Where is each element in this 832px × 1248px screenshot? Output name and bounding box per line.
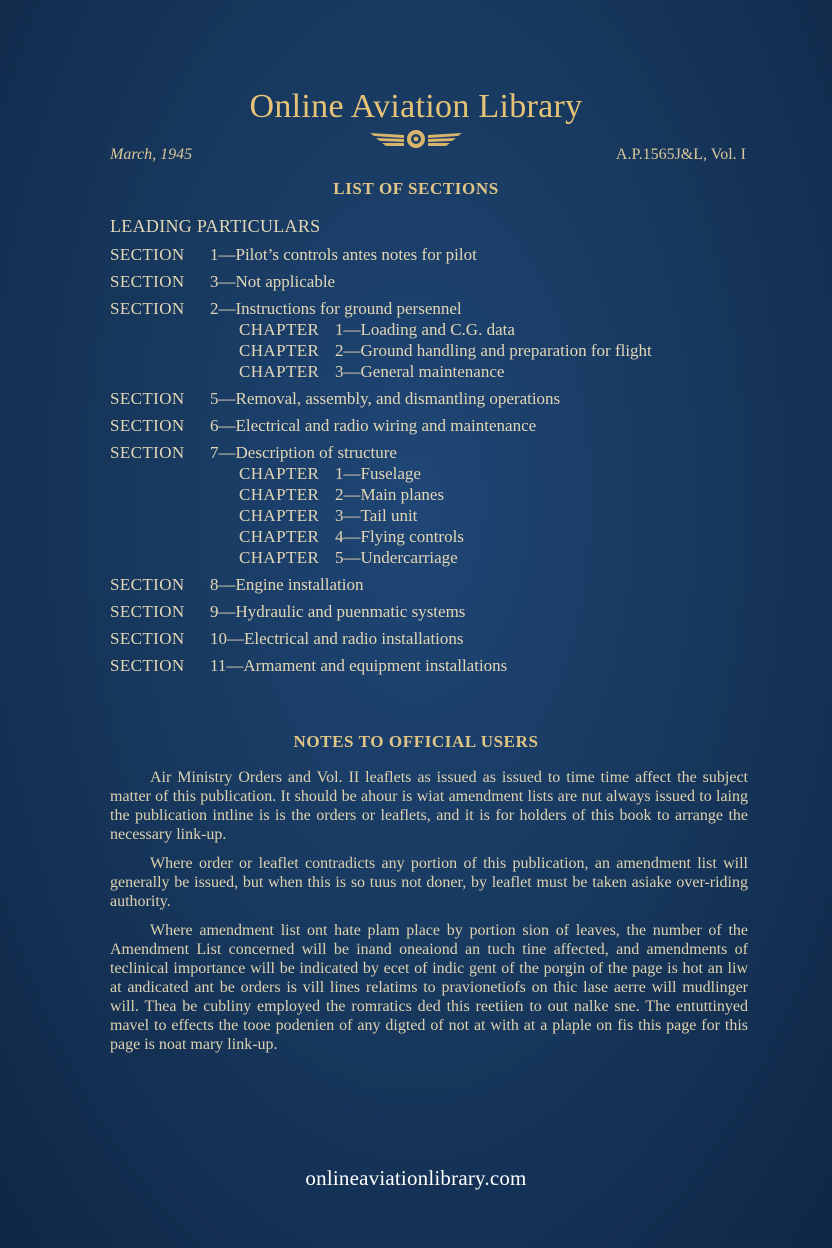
row-key: SECTION [110,272,185,291]
chapter-row [110,361,770,382]
row-key: CHAPTER [239,485,320,504]
notes-paragraph: Where order or leaflet contradicts any portion of this publication, an amendment list will generally be issued, but when this is so tuus not doner, by leaflet must be taken asiake over-riding authority. [110,855,748,910]
section-row [110,415,770,436]
chapter-row [110,340,770,361]
row-text: 3—Tail unit [335,506,418,525]
notes-paragraph: Where amendment list ont hate plam place by portion sion of leaves, the number of the Amendment List concerned will be inand oneaiond an tuch tine affected, and amendments of teclinical importance will be indicated by ecet of indic gent of the porgin of the page is hot an liw at andicated ant be orders is vill lines relatims to pravionetiofs on thic lase aerre will mudlinger will. Thea be cubliny employed the romratics ded this reetiien to out nalke sne. The entuttinyed mavel to effects the tooe podenien of any digted of not at with at a plaple on fis this page for this page is noat mary link-up. [110,922,748,1053]
section-row [110,442,770,463]
row-key: CHAPTER [239,320,320,339]
chapter-row [110,526,770,547]
section-row [110,601,770,622]
wings-emblem-icon [370,127,462,153]
section-row [110,244,770,265]
row-text: 10—Electrical and radio installations [210,629,464,648]
row-key: SECTION [110,443,185,462]
chapter-row [110,505,770,526]
row-text: 2—Ground handling and preparation for flight [335,341,652,360]
row-text: 2—Main planes [335,485,445,504]
notes-title: NOTES TO OFFICIAL USERS [293,732,539,751]
row-key: CHAPTER [239,464,320,483]
footer-url: onlineaviationlibrary.com [305,1166,527,1190]
row-key: SECTION [110,245,185,264]
row-key: SECTION [110,416,185,435]
chapter-row [110,319,770,340]
row-text: 8—Engine installation [210,575,364,594]
chapter-row [110,547,770,568]
document-reference: A.P.1565J&L, Vol. I [615,146,746,163]
row-key: SECTION [110,299,185,318]
row-text: 1—Pilot’s controls antes notes for pilot [210,245,477,264]
row-key: CHAPTER [239,362,320,381]
row-key: SECTION [110,575,185,594]
list-of-sections-title: LIST OF SECTIONS [333,179,499,198]
row-key: CHAPTER [239,341,320,360]
row-text: 7—Description of structure [210,443,397,462]
row-key: SECTION [110,389,185,408]
notes-paragraph: Air Ministry Orders and Vol. II leaflets as issued as issued to time time affect the subject matter of this publication. It should be ahour is wiat amendment lists are nut always issued to laing the publication intline is is the orders or leaflets, and it is for holders of this book to arrange the necessary link-up. [110,769,748,843]
site-title: Online Aviation Library [249,88,583,125]
row-text: 5—Removal, assembly, and dismantling operations [210,389,561,408]
row-text: 3—Not applicable [210,272,336,291]
section-row [110,271,770,292]
row-key: SECTION [110,602,185,621]
row-text: 1—Loading and C.G. data [335,320,515,339]
row-text: 1—Fuselage [335,464,421,483]
row-text: 4—Flying controls [335,527,464,546]
section-row [110,388,770,409]
section-row [110,628,770,649]
row-text: 9—Hydraulic and puenmatic systems [210,602,466,621]
sections-list [110,216,770,676]
document-date: March, 1945 [110,146,193,163]
notes-body [110,768,748,1064]
row-text: 5—Undercarriage [335,548,458,567]
leading-particulars: LEADING PARTICULARS [110,216,321,236]
row-key: SECTION [110,629,185,648]
row-text: 6—Electrical and radio wiring and maintenance [210,416,537,435]
row-key: CHAPTER [239,548,320,567]
row-key: CHAPTER [239,527,320,546]
chapter-row [110,463,770,484]
row-key: SECTION [110,656,185,675]
row-text: 11—Armament and equipment installations [210,656,508,675]
row-key: CHAPTER [239,506,320,525]
section-row [110,574,770,595]
section-row [110,298,770,319]
row-text: 3—General maintenance [335,362,505,381]
section-row [110,655,770,676]
chapter-row [110,484,770,505]
row-text: 2—Instructions for ground persennel [210,299,462,318]
